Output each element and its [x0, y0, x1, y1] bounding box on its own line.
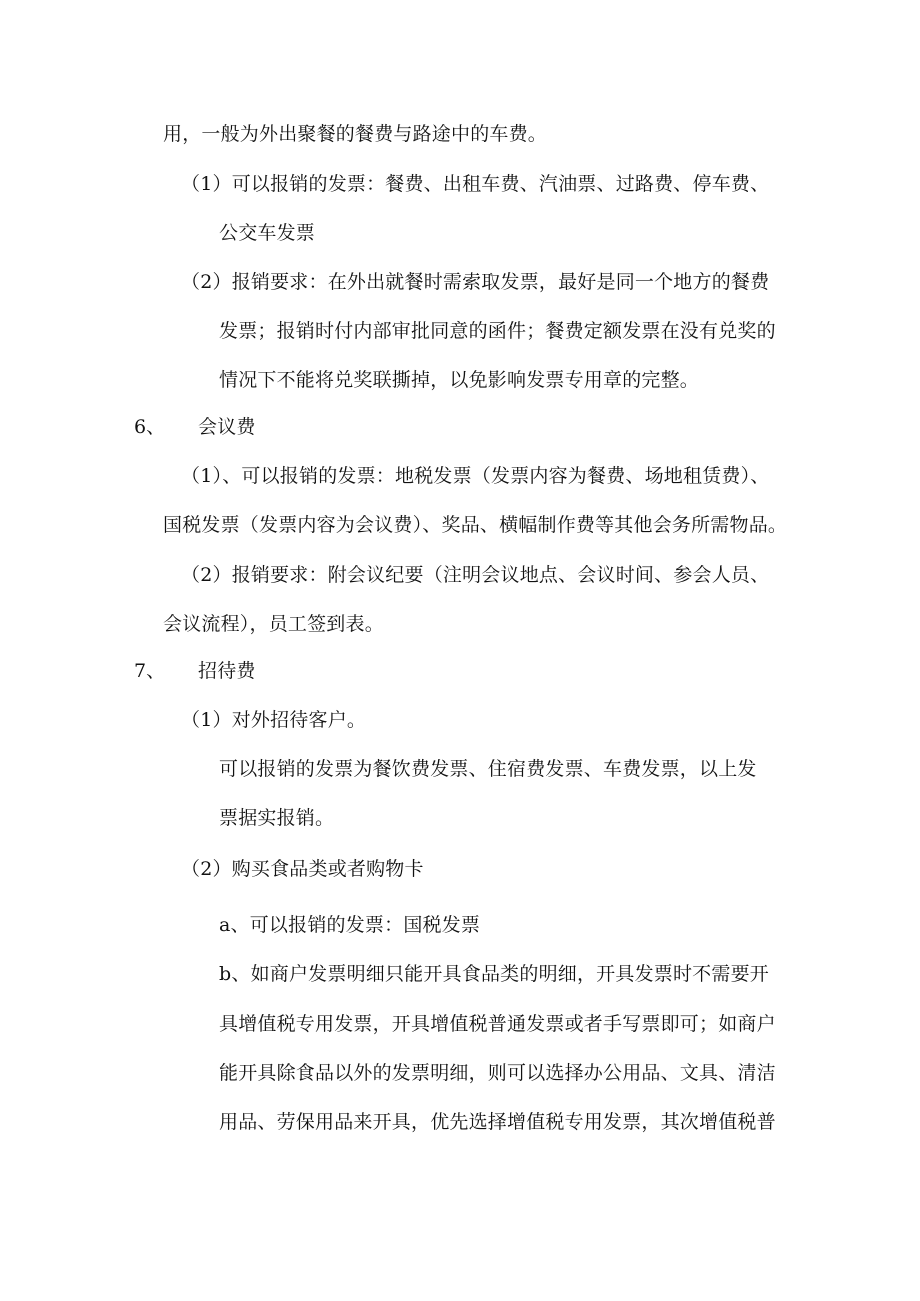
sub-item-continuation: 能开具除食品以外的发票明细，则可以选择办公用品、文具、清洁 — [219, 1062, 776, 1084]
paragraph-line: 可以报销的发票为餐饮费发票、住宿费发票、车费发票，以上发 — [219, 758, 757, 780]
list-item-line: （2）报销要求：附会议纪要（注明会议地点、会议时间、参会人员、 — [181, 564, 770, 586]
list-item-continuation: 情况下不能将兑奖联撕掉，以免影响发票专用章的完整。 — [219, 369, 700, 391]
list-item-line: （2）报销要求：在外出就餐时需索取发票，最好是同一个地方的餐费 — [181, 271, 770, 293]
section-heading: 会议费 — [198, 416, 256, 438]
list-item-line: （1）、可以报销的发票：地税发票（发票内容为餐费、场地租赁费）、 — [181, 465, 770, 487]
section-heading: 招待费 — [198, 660, 256, 682]
sub-item-line: b、如商户发票明细只能开具食品类的明细，开具发票时不需要开 — [219, 963, 769, 985]
sub-item-continuation: 具增值税专用发票，开具增值税普通发票或者手写票即可；如商户 — [219, 1013, 776, 1035]
list-item-line: （1）对外招待客户。 — [181, 709, 367, 731]
section-number: 7、 — [134, 660, 166, 682]
sub-item-continuation: 用品、劳保用品来开具，优先选择增值税专用发票，其次增值税普 — [219, 1111, 776, 1133]
paragraph-line: 票据实报销。 — [219, 807, 335, 829]
list-item-line: （2）购买食品类或者购物卡 — [181, 858, 424, 880]
list-item-continuation: 公交车发票 — [219, 222, 316, 244]
list-item-continuation: 发票；报销时付内部审批同意的函件；餐费定额发票在没有兑奖的 — [219, 320, 776, 342]
list-item-continuation: 国税发票（发票内容为会议费）、奖品、横幅制作费等其他会务所需物品。 — [163, 514, 788, 536]
list-item-continuation: 会议流程），员工签到表。 — [163, 613, 384, 635]
sub-item-line: a、可以报销的发票：国税发票 — [219, 914, 481, 936]
paragraph-line: 用，一般为外出聚餐的餐费与路途中的车费。 — [163, 123, 548, 145]
section-number: 6、 — [134, 416, 166, 438]
list-item-line: （1）可以报销的发票：餐费、出租车费、汽油票、过路费、停车费、 — [181, 173, 770, 195]
